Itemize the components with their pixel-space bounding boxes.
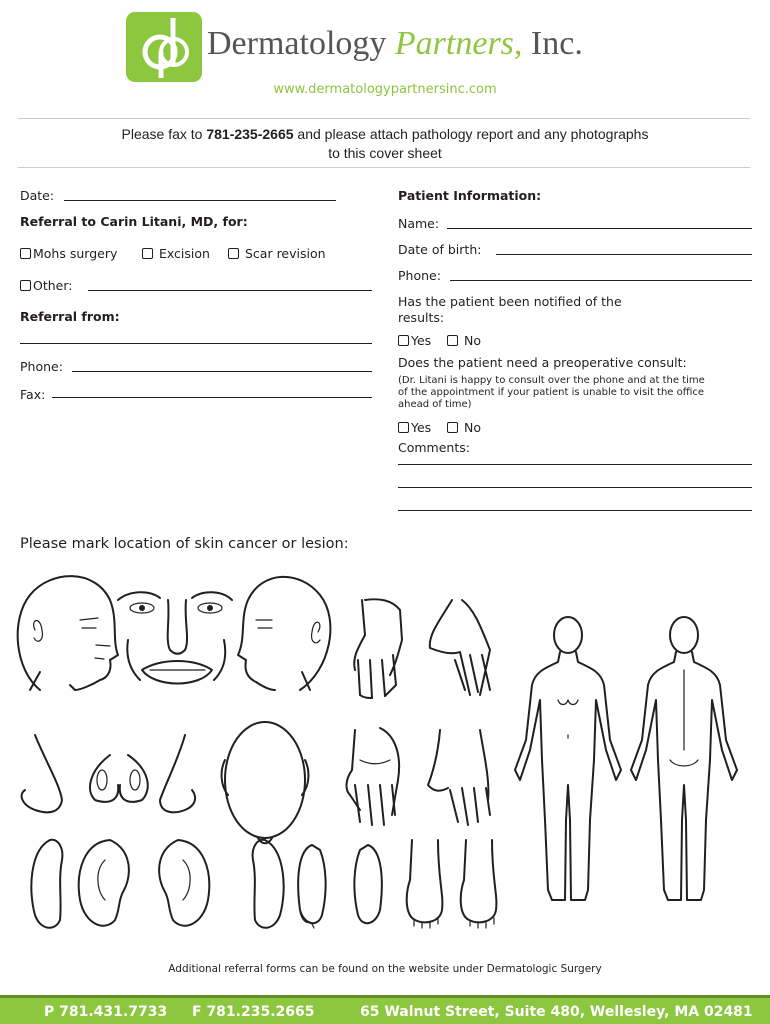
footer-phone: P 781.431.7733 — [44, 1004, 168, 1020]
preop-question: Does the patient need a preoperative consult: — [398, 355, 687, 370]
other-checkbox[interactable] — [20, 280, 31, 291]
preop-yes[interactable] — [398, 421, 431, 435]
notified-no-checkbox[interactable] — [447, 335, 458, 346]
mohs-checkbox[interactable] — [20, 248, 31, 259]
fax-instructions — [60, 125, 710, 163]
footer-address: 65 Walnut Street, Suite 480, Wellesley, MA 02481 — [360, 1004, 753, 1020]
nose-right-profile[interactable] — [160, 735, 195, 812]
logo-monogram — [126, 12, 202, 82]
referral-from-field[interactable] — [20, 343, 372, 344]
foot-sole-right[interactable] — [354, 845, 381, 923]
ear-front-right[interactable] — [159, 840, 209, 926]
scar-checkbox[interactable] — [228, 248, 239, 259]
comments-line-3[interactable] — [398, 510, 752, 511]
comments-label: Comments: — [398, 440, 470, 455]
patient-phone-field[interactable] — [450, 280, 752, 281]
phone-label: Phone: — [20, 359, 63, 374]
date-field[interactable] — [64, 200, 336, 201]
body-diagram[interactable] — [0, 560, 770, 960]
dob-field[interactable] — [496, 254, 752, 255]
preop-note-1: (Dr. Litani is happy to consult over the phone and at the time — [398, 375, 705, 386]
fax-suffix: and please attach pathology report and any photographs — [297, 126, 649, 142]
fax-prefix: Please fax to — [121, 126, 203, 142]
notified-no[interactable] — [447, 334, 481, 348]
mohs-label: Mohs surgery — [33, 246, 118, 261]
preop-no-checkbox[interactable] — [447, 422, 458, 433]
company-name-part-3: Inc. — [530, 25, 583, 62]
excision-checkbox[interactable] — [142, 248, 153, 259]
comments-line-1[interactable] — [398, 464, 752, 465]
foot-top-left[interactable] — [407, 840, 443, 928]
divider — [18, 118, 750, 119]
head-right-profile[interactable] — [238, 577, 330, 690]
diagram-heading: Please mark location of skin cancer or lesion: — [20, 536, 349, 552]
body-front[interactable] — [515, 617, 621, 900]
option-other[interactable] — [20, 279, 72, 293]
patient-info-heading: Patient Information: — [398, 188, 542, 203]
foot-sole-left[interactable] — [298, 845, 325, 928]
footer-fax: F 781.235.2665 — [192, 1004, 315, 1020]
ear-right[interactable] — [253, 840, 284, 928]
ear-front-left[interactable] — [79, 840, 129, 926]
option-mohs[interactable] — [20, 247, 117, 261]
footer-note: Additional referral forms can be found on the website under Dermatologic Surgery — [168, 963, 602, 975]
referral-heading: Referral to Carin Litani, MD, for: — [20, 214, 248, 229]
option-excision[interactable] — [142, 247, 210, 261]
phone-field[interactable] — [72, 371, 372, 372]
head-left-profile[interactable] — [18, 576, 118, 690]
preop-note-2: of the appointment if your patient is unable to visit the office — [398, 387, 705, 398]
no-label: No — [463, 333, 481, 348]
excision-label: Excision — [158, 246, 210, 261]
patient-phone-label: Phone: — [398, 268, 441, 283]
head-top[interactable] — [222, 722, 309, 843]
yes-label: Yes — [411, 420, 432, 435]
company-name-part-1: Dermatology — [207, 25, 387, 62]
nose-left-profile[interactable] — [22, 735, 62, 812]
nose-bottom[interactable] — [90, 755, 148, 802]
hand-palm-right[interactable] — [346, 728, 399, 825]
yes-label: Yes — [411, 333, 432, 348]
notified-question-1: Has the patient been notified of the — [398, 294, 622, 309]
preop-no[interactable] — [447, 421, 481, 435]
divider — [18, 167, 750, 168]
body-back[interactable] — [631, 617, 737, 900]
logo-box — [126, 12, 202, 82]
face-front[interactable] — [118, 592, 232, 683]
no-label: No — [463, 420, 481, 435]
preop-note-3: ahead of time) — [398, 399, 472, 410]
ear-left[interactable] — [31, 840, 62, 928]
date-label: Date: — [20, 188, 55, 203]
dob-label: Date of birth: — [398, 242, 482, 257]
company-name-part-2: Partners, — [394, 25, 523, 62]
notified-yes-checkbox[interactable] — [398, 335, 409, 346]
comments-line-2[interactable] — [398, 487, 752, 488]
scar-label: Scar revision — [244, 246, 326, 261]
company-name — [207, 27, 583, 61]
fax-field[interactable] — [52, 397, 372, 398]
notified-question-2: results: — [398, 310, 445, 325]
fax-number: 781-235-2665 — [206, 126, 294, 142]
preop-yes-checkbox[interactable] — [398, 422, 409, 433]
hand-back-left[interactable] — [354, 599, 402, 698]
fax-label: Fax: — [20, 387, 46, 402]
footer-bar — [0, 995, 770, 1024]
fax-line-2: to this cover sheet — [328, 145, 442, 161]
referral-from-heading: Referral from: — [20, 309, 120, 324]
hand-back-right[interactable] — [428, 730, 490, 825]
name-field[interactable] — [447, 228, 752, 229]
website-link[interactable]: www.dermatologypartnersinc.com — [273, 82, 497, 97]
option-scar-revision[interactable] — [228, 247, 326, 261]
other-field[interactable] — [88, 290, 372, 291]
foot-top-right[interactable] — [461, 840, 497, 928]
other-label: Other: — [33, 278, 73, 293]
hand-palm-left[interactable] — [430, 600, 490, 695]
notified-yes[interactable] — [398, 334, 431, 348]
name-label: Name: — [398, 216, 440, 231]
